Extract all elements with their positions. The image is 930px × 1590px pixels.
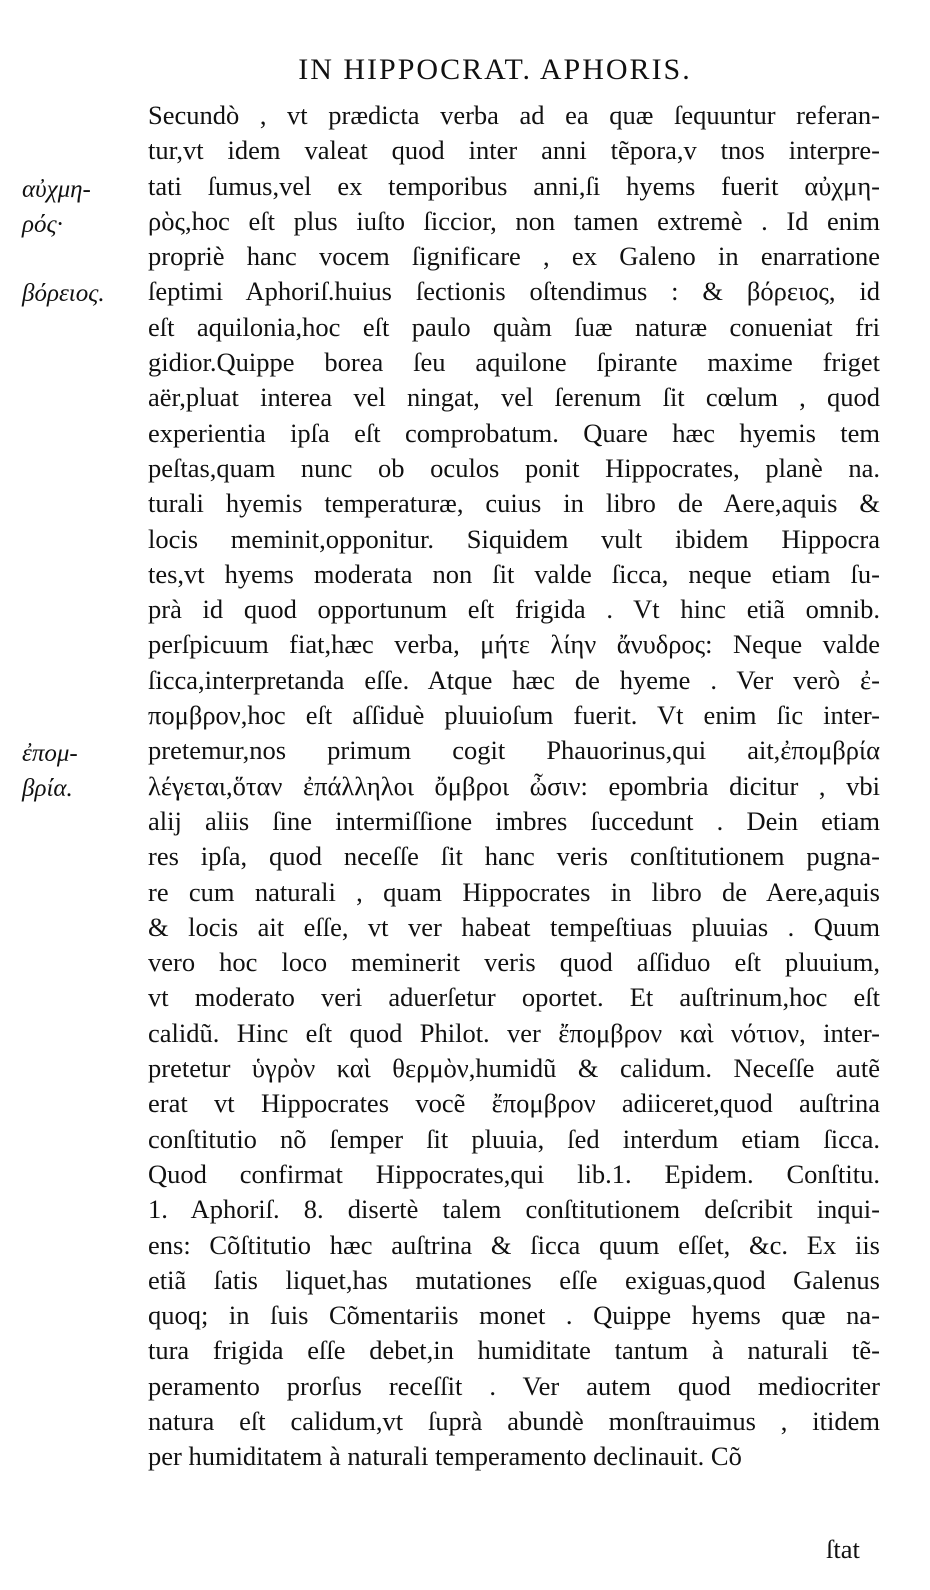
text-line: re cum naturali , quam Hippocrates in libro de Aere,aquis — [148, 876, 880, 907]
text-line: perſpicuum fiat,hæc verba, μήτε λίην ἄνυδρος: Neque valde — [148, 629, 880, 660]
running-head: IN HIPPOCRAT. APHORIS. — [298, 53, 692, 86]
text-line: λέγεται,ὅταν ἐπάλληλοι ὄμβροι ὦσιν: epombria dicitur , vbi — [148, 770, 880, 801]
text-line: peſtas,quam nunc ob oculos ponit Hippocrates, planè na. — [148, 452, 880, 483]
text-line: Quod confirmat Hippocrates,qui lib.1. Epidem. Conſtitu. — [148, 1158, 880, 1189]
text-line: alij aliis ſine intermiſſione imbres ſuccedunt . Dein etiam — [148, 805, 880, 836]
text-line: & locis ait eſſe, vt ver habeat tempeſtiuas pluuias . Quum — [148, 911, 880, 942]
margin-gloss: βρία. — [22, 775, 73, 802]
text-line: ſeptimi Aphoriſ.huius ſectionis oſtendimus : & βόρειος, id — [148, 276, 880, 307]
margin-gloss: βόρειος. — [22, 280, 105, 307]
text-line: conſtitutio nõ ſemper ſit pluuia, ſed interdum etiam ſicca. — [148, 1123, 880, 1154]
margin-gloss: ρός· — [22, 211, 63, 238]
text-line: propriè hanc vocem ſignificare , ex Galeno in enarratione — [148, 241, 880, 272]
margin-gloss: αὐχμη- — [22, 176, 91, 203]
text-line: turali hyemis temperaturæ, cuius in libro de Aere,aquis & — [148, 488, 880, 519]
text-line: tura frigida eſſe debet,in humiditate tantum à naturali tẽ- — [148, 1335, 880, 1366]
text-line: πομβρον,hoc eſt aſſiduè pluuioſum fuerit. Vt enim ſic inter- — [148, 700, 880, 731]
text-line: locis meminit,opponitur. Siquidem vult ibidem Hippocra — [148, 523, 880, 554]
text-line: ρὸς,hoc eſt plus iuſto ſiccior, non tamen extremè . Id enim — [148, 205, 880, 236]
text-line: ſicca,interpretanda eſſe. Atque hæc de hyeme . Ver verò ἐ- — [148, 664, 880, 695]
text-line: calidũ. Hinc eſt quod Philot. ver ἔπομβρον καὶ νότιον, inter- — [148, 1017, 880, 1048]
text-line: vt moderato veri aduerſetur oportet. Et auſtrinum,hoc eſt — [148, 982, 880, 1013]
text-line: res ipſa, quod neceſſe ſit hanc veris conſtitutionem pugna- — [148, 841, 880, 872]
text-line: ens: Cõſtitutio hæc auſtrina & ſicca quum eſſet, &c. Ex iis — [148, 1229, 880, 1260]
text-line: vero hoc loco meminerit veris quod aſſiduo eſt pluuium, — [148, 947, 880, 978]
text-line: pretetur ὑγρὸν καὶ θερμὸν,humidũ & calidum. Neceſſe autẽ — [148, 1053, 880, 1084]
text-line: natura eſt calidum,vt ſuprà abundè monſtrauimus , itidem — [148, 1405, 880, 1436]
text-line: aër,pluat interea vel ningat, vel ſerenum ſit cœlum , quod — [148, 382, 880, 413]
text-line: gidior.Quippe borea ſeu aquilone ſpirante maxime friget — [148, 347, 880, 378]
text-line: quoq; in ſuis Cõmentariis monet . Quippe hyems quæ na- — [148, 1300, 880, 1331]
text-line: tati ſumus,vel ex temporibus anni,ſi hyems fuerit αὐχμη- — [148, 170, 880, 201]
text-line: experientia ipſa eſt comprobatum. Quare hæc hyemis tem — [148, 417, 880, 448]
margin-gloss: ἐπομ- — [22, 740, 78, 767]
main-text-block — [148, 98, 880, 1475]
text-line: 1. Aphoriſ. 8. disertè talem conſtitutionem deſcribit inqui- — [148, 1194, 880, 1225]
text-line: tes,vt hyems moderata non ſit valde ſicca, neque etiam ſu- — [148, 558, 880, 589]
text-line: Secundò , vt prædicta verba ad ea quæ ſequuntur referan- — [148, 100, 880, 130]
text-line: pretemur,nos primum cogit Phauorinus,qui ait,ἐπομβρία — [148, 735, 880, 766]
text-line: tur,vt idem valeat quod inter anni tẽpora,v tnos interpre- — [148, 135, 880, 166]
text-line: per humiditatem à naturali temperamento declinauit. Cõ — [148, 1441, 742, 1472]
text-line: eſt aquilonia,hoc eſt paulo quàm ſuæ naturæ conueniat fri — [148, 311, 880, 342]
text-line: peramento prorſus receſſit . Ver autem quod mediocriter — [148, 1370, 880, 1401]
catchword: ſtat — [826, 1534, 860, 1564]
text-line: prà id quod opportunum eſt frigida . Vt hinc etiã omnib. — [148, 594, 880, 625]
text-line: etiã ſatis liquet,has mutationes eſſe exiguas,quod Galenus — [148, 1264, 880, 1295]
text-line: erat vt Hippocrates vocẽ ἔπομβρον adiiceret,quod auſtrina — [148, 1088, 880, 1119]
